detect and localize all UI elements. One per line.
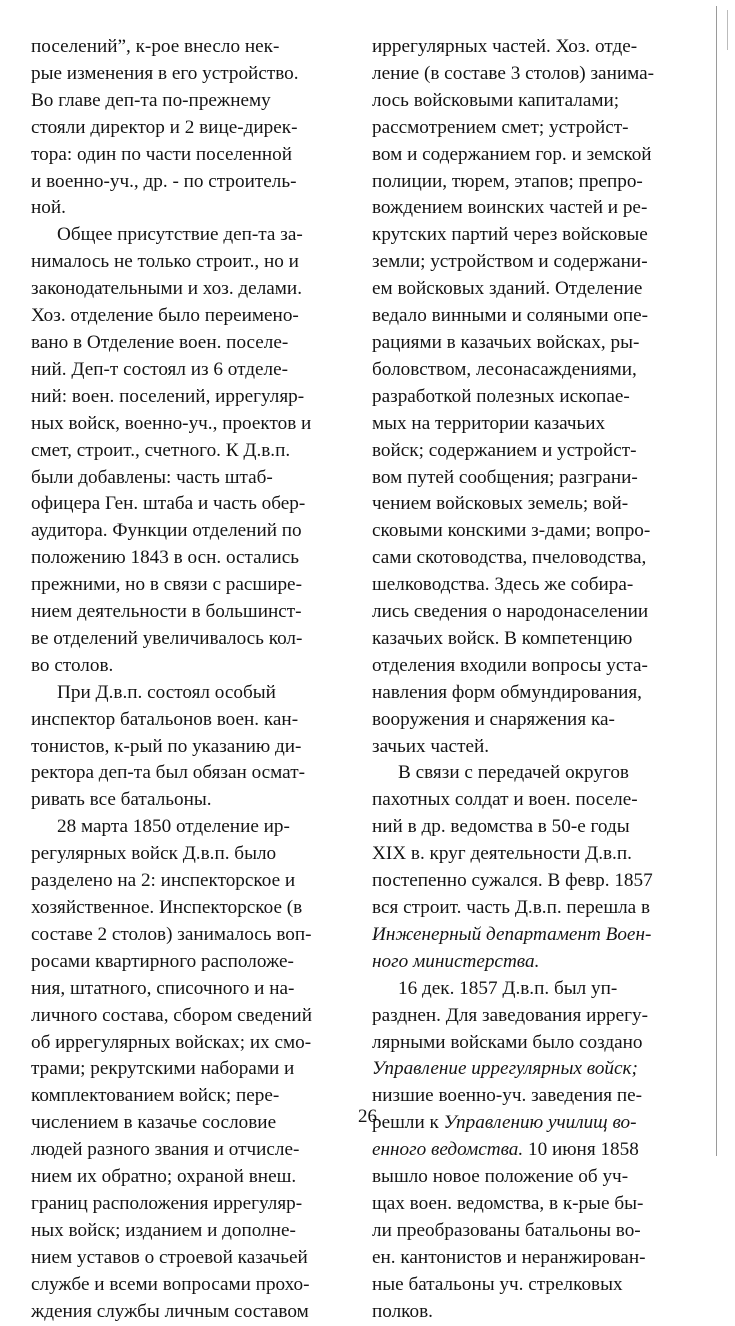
page-number: 26 [358, 1106, 377, 1127]
text-line: низшие военно-уч. заведения пе- [372, 1085, 643, 1107]
text-line: числением в казачье сословие [31, 1112, 277, 1134]
text-line: росами квартирного расположе- [31, 950, 294, 972]
text-segment: решли к [372, 1112, 444, 1134]
text-line: Общее присутствие деп-та за- [57, 224, 303, 246]
text-line: границ расположения иррегуляр- [31, 1192, 303, 1214]
text-line: ные батальоны уч. стрелковых [372, 1273, 623, 1295]
text-line: ждения службы личным составом [31, 1300, 309, 1322]
text-line: вом путей сообщения; разграни- [372, 466, 638, 488]
text-line: Инженерный департамент Воен- [372, 923, 652, 945]
italic-title-segment: Управлению училищ во- [443, 1112, 637, 1134]
text-line: комплектованием войск; пере- [31, 1085, 280, 1107]
text-line: и военно-уч., др. - по строитель- [31, 170, 297, 192]
text-line: вождением воинских частей и ре- [372, 197, 648, 219]
text-line: нием их обратно; охраной внеш. [31, 1166, 297, 1188]
text-line: службе и всеми вопросами прохо- [31, 1273, 310, 1295]
text-line: постепенно сужался. В февр. 1857 [372, 870, 653, 892]
text-line: войск; содержанием и устройст- [372, 439, 637, 461]
text-line: иррегулярных частей. Хоз. отде- [372, 36, 638, 57]
right-text-column [372, 34, 682, 1326]
text-line: полиции, тюрем, этапов; препро- [372, 170, 643, 192]
text-line: мых на территории казачьих [372, 412, 606, 434]
text-line: хозяйственное. Инспекторское (в [31, 897, 303, 918]
text-line: об иррегулярных войсках; их смо- [31, 1031, 312, 1053]
text-line: лярными войсками было создано [372, 1031, 643, 1053]
page-edge-line [716, 6, 717, 1156]
text-line: ректора деп-та был обязан осмат- [31, 762, 305, 784]
text-line: 28 марта 1850 отделение ир- [57, 816, 290, 838]
text-line: стояли директор и 2 вице-дирек- [31, 116, 298, 138]
text-line: инспектор батальонов воен. кан- [31, 708, 299, 730]
text-line: смет, строит., счетного. К Д.в.п. [31, 439, 291, 461]
text-line: ного министерства. [372, 950, 540, 972]
text-line: полков. [372, 1300, 433, 1322]
text-line: положению 1843 в осн. остались [31, 547, 299, 569]
text-line: ли преобразованы батальоны во- [372, 1219, 641, 1241]
text-line: земли; устройством и содержани- [372, 251, 648, 273]
text-line: рые изменения в его устройство. [31, 62, 299, 84]
text-line: Хоз. отделение было переимено- [31, 305, 299, 327]
text-line: разработкой полезных ископае- [372, 385, 630, 407]
text-line: рассмотрением смет; устройст- [372, 116, 629, 138]
text-line: пахотных солдат и воен. поселе- [372, 789, 638, 811]
text-line: нием уставов о строевой казачьей [31, 1246, 308, 1268]
text-line: ний в др. ведомства в 50-е годы [372, 816, 630, 838]
text-line: во столов. [31, 654, 114, 676]
left-text-column [31, 34, 341, 1326]
text-line: ных войск; изданием и дополне- [31, 1219, 296, 1241]
text-line: ний. Деп-т состоял из 6 отделе- [31, 358, 289, 380]
text-line: тонистов, к-рый по указанию ди- [31, 735, 302, 757]
text-line: лось войсковыми капиталами; [372, 89, 620, 111]
text-line: разднен. Для заведования иррегу- [372, 1004, 649, 1026]
text-line: ных войск, военно-уч., проектов и [31, 412, 312, 434]
text-line: ривать все батальоны. [31, 789, 212, 811]
text-line: В связи с передачей округов [398, 762, 629, 784]
text-line: разделено на 2: инспекторское и [31, 870, 296, 892]
scan-mark [727, 10, 728, 50]
text-line: ной. [31, 197, 66, 219]
text-line: чением войсковых земель; вой- [372, 493, 629, 515]
text-line: сковыми конскими з-дами; вопро- [372, 520, 651, 542]
text-line: крутских партий через войсковые [372, 224, 648, 246]
text-line: были добавлены: часть штаб- [31, 466, 273, 488]
text-line: рациями в казачьих войсках, ры- [372, 331, 640, 353]
text-line: навления форм обмундирования, [372, 681, 642, 703]
text-line: нием деятельности в большинст- [31, 601, 302, 623]
text-line: Управление иррегулярных войск; [372, 1058, 638, 1080]
text-line: 16 дек. 1857 Д.в.п. был уп- [398, 977, 618, 999]
text-line: ведало винными и соляными опе- [372, 305, 649, 327]
text-line: составе 2 столов) занималось воп- [31, 923, 312, 945]
text-line [372, 1137, 682, 1164]
text-line: казачьих войск. В компетенцию [372, 627, 633, 649]
italic-title-segment: енного ведомства. [372, 1139, 524, 1161]
text-line: вано в Отделение воен. поселе- [31, 331, 289, 353]
text-line: офицера Ген. штаба и часть обер- [31, 493, 306, 515]
text-line: При Д.в.п. состоял особый [57, 681, 276, 703]
text-line: людей разного звания и отчисле- [31, 1139, 300, 1161]
text-segment: 10 июня 1858 [523, 1139, 639, 1161]
text-line: отделения входили вопросы уста- [372, 654, 648, 676]
text-line: ний: воен. поселений, иррегуляр- [31, 385, 305, 407]
text-line: вом и содержанием гор. и земской [372, 143, 652, 165]
text-line: ве отделений увеличивалось кол- [31, 627, 303, 649]
text-line: боловством, лесонасаждениями, [372, 358, 637, 380]
text-line: щах воен. ведомства, в к-рые бы- [372, 1192, 644, 1214]
text-line: прежними, но в связи с расшире- [31, 574, 302, 596]
text-line: вся строит. часть Д.в.п. перешла в [372, 897, 651, 918]
text-line: зачьих частей. [372, 735, 490, 757]
text-line: личного состава, сбором сведений [31, 1004, 312, 1026]
text-line: нималось не только строит., но и [31, 251, 299, 273]
text-line: трами; рекрутскими наборами и [31, 1058, 295, 1080]
text-line: лись сведения о народонаселении [372, 601, 649, 623]
text-line: шелководства. Здесь же собира- [372, 574, 634, 596]
text-line: поселений”, к-рое внесло нек- [31, 36, 280, 57]
text-line: ен. кантонистов и неранжирован- [372, 1246, 646, 1268]
text-line: вооружения и снаряжения ка- [372, 708, 615, 730]
text-line: ление (в составе 3 столов) занима- [372, 62, 655, 84]
text-line: законодательными и хоз. делами. [31, 278, 302, 300]
text-line: XIX в. круг деятельности Д.в.п. [372, 843, 632, 865]
text-line: сами скотоводства, пчеловодства, [372, 547, 647, 569]
text-line: ния, штатного, списочного и на- [31, 977, 295, 999]
text-line: вышло новое положение об уч- [372, 1166, 629, 1188]
text-line: регулярных войск Д.в.п. было [31, 843, 277, 865]
text-line: Во главе деп-та по-прежнему [31, 89, 271, 111]
text-line: аудитора. Функции отделений по [31, 520, 302, 542]
text-line: ем войсковых зданий. Отделение [372, 278, 643, 300]
text-line: тора: один по части поселенной [31, 143, 292, 165]
